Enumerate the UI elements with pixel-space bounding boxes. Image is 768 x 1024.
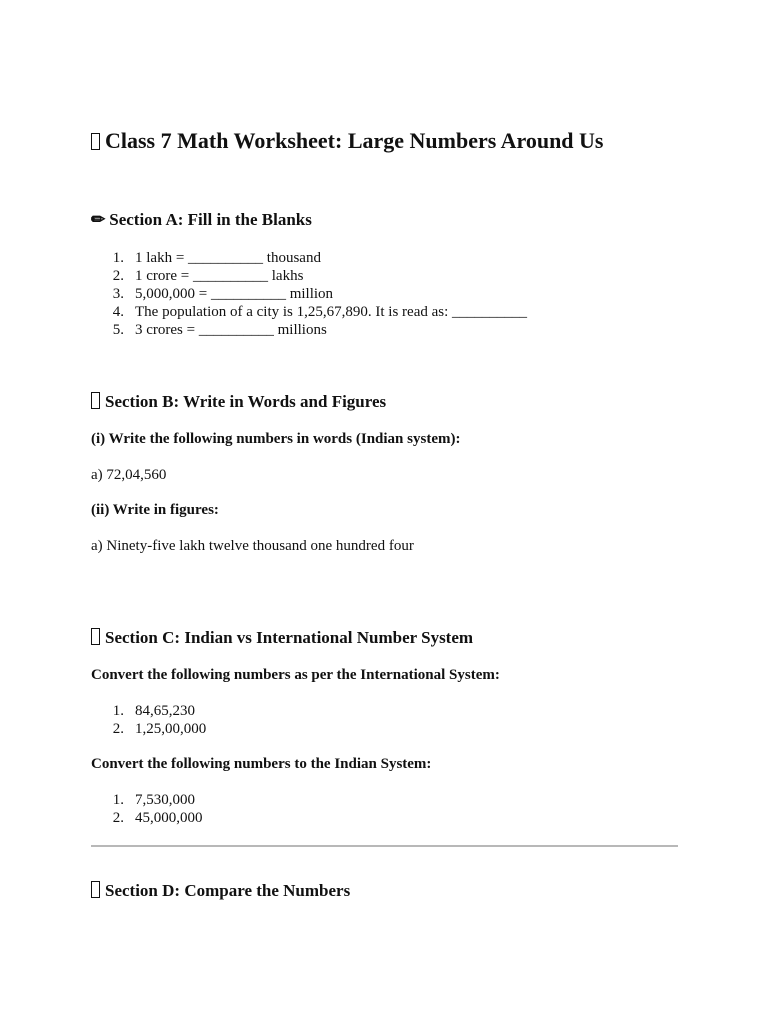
section-c-part1-heading: Convert the following numbers as per the International System: xyxy=(91,667,500,683)
item-text-content: 45,000,000 xyxy=(135,810,203,826)
pencil-icon: ✏ xyxy=(91,210,106,229)
section-b-title xyxy=(91,392,386,412)
item-text xyxy=(135,321,327,339)
item-text xyxy=(135,303,527,321)
section-b-title-text: Section B: Write in Words and Figures xyxy=(105,392,387,411)
section-b-part2-item: a) Ninety-five lakh twelve thousand one hundred four xyxy=(91,538,414,554)
section-d-title xyxy=(91,881,350,901)
item-number: 4. xyxy=(112,304,124,320)
missing-glyph-icon xyxy=(91,881,100,898)
section-c-title-text: Section C: Indian vs International Number System xyxy=(105,628,474,647)
item-text xyxy=(135,702,195,720)
horizontal-divider xyxy=(91,845,678,847)
item-number: 1. xyxy=(112,703,124,719)
item-text-content: 3 crores = __________ millions xyxy=(135,322,327,338)
page-title xyxy=(91,128,604,154)
item-text-content: The population of a city is 1,25,67,890. It is read as: __________ xyxy=(135,304,528,320)
section-c-part2-list xyxy=(91,791,203,827)
section-c-part1-list xyxy=(91,702,206,738)
missing-glyph-icon xyxy=(91,392,100,409)
item-number: 2. xyxy=(112,721,124,737)
item-text-content: 7,530,000 xyxy=(135,792,195,808)
item-text-content: 1 lakh = __________ thousand xyxy=(135,250,321,266)
item-text-content: 5,000,000 = __________ million xyxy=(135,286,334,302)
item-number: 1. xyxy=(112,792,124,808)
item-text xyxy=(135,285,333,303)
section-a-list xyxy=(91,249,527,339)
list-item xyxy=(91,249,527,267)
section-c-title xyxy=(91,628,473,648)
item-text-content: 1,25,00,000 xyxy=(135,721,207,737)
item-text xyxy=(135,267,303,285)
section-b-part1-heading: (i) Write the following numbers in words (Indian system): xyxy=(91,431,461,447)
list-item xyxy=(91,321,527,339)
item-text-content: 84,65,230 xyxy=(135,703,195,719)
missing-glyph-icon xyxy=(91,133,100,150)
list-item xyxy=(91,285,527,303)
item-number: 5. xyxy=(112,322,124,338)
list-item xyxy=(91,702,206,720)
section-a-title xyxy=(91,210,312,230)
item-text xyxy=(135,249,321,267)
item-text-content: 1 crore = __________ lakhs xyxy=(135,268,304,284)
item-text xyxy=(135,809,203,827)
section-c-part2-heading: Convert the following numbers to the Indian System: xyxy=(91,756,432,772)
item-number: 1. xyxy=(112,250,124,266)
list-item xyxy=(91,720,206,738)
section-b-part1-item: a) 72,04,560 xyxy=(91,467,167,483)
item-text xyxy=(135,720,206,738)
list-item xyxy=(91,791,203,809)
section-a-title-text: Section A: Fill in the Blanks xyxy=(109,210,312,229)
list-item xyxy=(91,303,527,321)
item-number: 3. xyxy=(112,286,124,302)
list-item xyxy=(91,809,203,827)
item-text xyxy=(135,791,195,809)
item-number: 2. xyxy=(112,268,124,284)
item-number: 2. xyxy=(112,810,124,826)
missing-glyph-icon xyxy=(91,628,100,645)
list-item xyxy=(91,267,527,285)
section-b-part2-heading: (ii) Write in figures: xyxy=(91,502,219,518)
page-title-text: Class 7 Math Worksheet: Large Numbers Around Us xyxy=(105,128,604,153)
section-d-title-text: Section D: Compare the Numbers xyxy=(105,881,351,900)
